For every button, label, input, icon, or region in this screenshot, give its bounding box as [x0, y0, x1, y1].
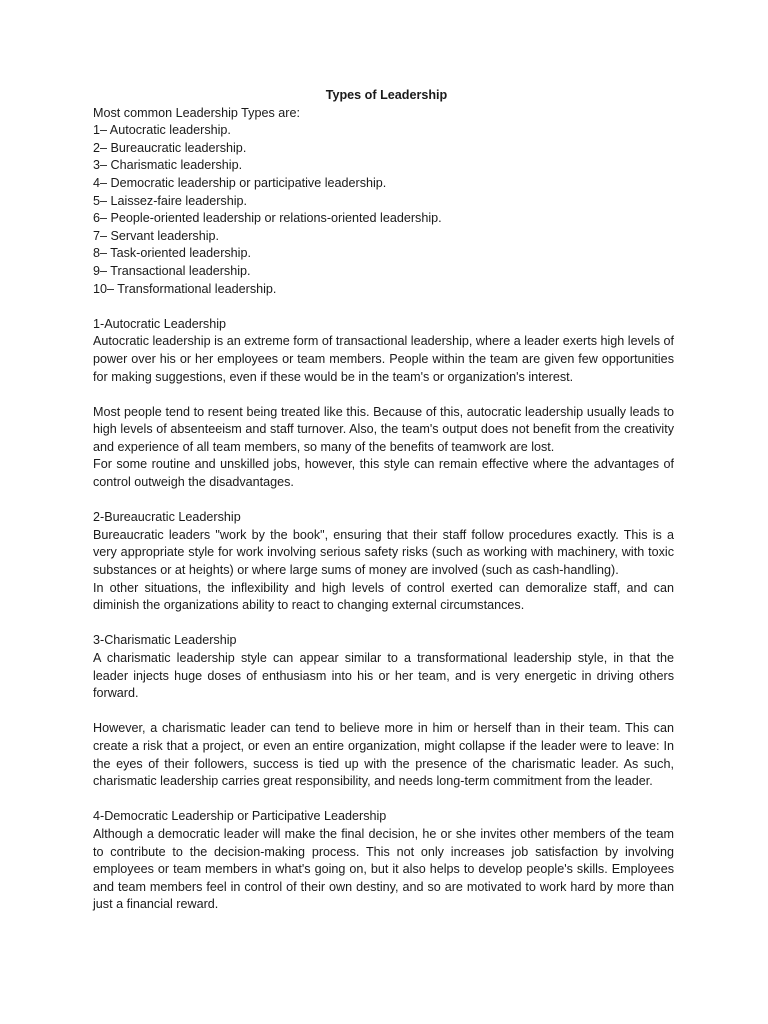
list-item: 5– Laissez-faire leadership. — [93, 193, 248, 208]
list-item: 7– Servant leadership. — [93, 228, 220, 243]
list-item: 8– Task-oriented leadership. — [93, 246, 251, 261]
section-bureaucratic — [93, 509, 674, 615]
list-item: 10– Transformational leadership. — [93, 281, 277, 296]
section-democratic — [93, 808, 674, 914]
section-paragraph: In other situations, the inflexibility and high levels of control exerted can demoralize staff, and can diminish the organizations ability to react to changing external circumstances. — [93, 580, 674, 613]
section-paragraph: For some routine and unskilled jobs, however, this style can remain effective where the advantages of control outweigh the disadvantages. — [93, 457, 674, 490]
section-heading: 4-Democratic Leadership or Participative Leadership — [93, 809, 387, 824]
section-heading: 2-Bureaucratic Leadership — [93, 510, 241, 525]
list-item: 2– Bureaucratic leadership. — [93, 140, 247, 155]
section-paragraph: Although a democratic leader will make the final decision, he or she invites other members of the team to contribute to the decision-making process. This not only increases job satisfaction by involving employees or team members in what's going on, but it also helps to develop people's skills. Employees and team members feel in control of their own destiny, and so are motivated to work hard by more than just a financial reward. — [93, 826, 674, 912]
list-item: 3– Charismatic leadership. — [93, 158, 243, 173]
section-paragraph: Most people tend to resent being treated like this. Because of this, autocratic leadership usually leads to high levels of absenteeism and staff turnover. Also, the team's output does not benefit from the creativity and experience of all team members, so many of the benefits of teamwork are lost. — [93, 404, 674, 454]
list-item: 6– People-oriented leadership or relations-oriented leadership. — [93, 211, 442, 226]
section-heading: 1-Autocratic Leadership — [93, 316, 227, 331]
document-title: Types of Leadership — [325, 88, 448, 102]
section-paragraph: However, a charismatic leader can tend to believe more in him or herself than in their team. This can create a risk that a project, or even an entire organization, might collapse if the leader were to leave: In the eyes of their followers, success is tied up with the presence of the charismatic leader. As such, charismatic leadership carries great responsibility, and needs long-term commitment from the leader. — [93, 721, 674, 789]
section-charismatic — [93, 632, 674, 790]
intro-line: Most common Leadership Types are: — [93, 105, 300, 120]
section-paragraph: Autocratic leadership is an extreme form of transactional leadership, where a leader exerts high levels of power over his or her employees or team members. People within the team are given few opportunities for making suggestions, even if these would be in the team's or organization's interest. — [93, 334, 675, 384]
section-paragraph: A charismatic leadership style can appear similar to a transformational leadership style, in that the leader injects huge doses of enthusiasm into his or her team, and is very energetic in driving others forward. — [93, 651, 674, 701]
section-paragraph: Bureaucratic leaders "work by the book", ensuring that their staff follow procedures exactly. This is a very appropriate style for work involving serious safety risks (such as working with machinery, with toxic substances or at heights) or where large sums of money are involved (such as cash-handling). — [93, 527, 674, 578]
list-item: 1– Autocratic leadership. — [93, 123, 231, 138]
section-heading: 3-Charismatic Leadership — [93, 633, 237, 648]
section-autocratic — [93, 316, 674, 492]
list-item: 9– Transactional leadership. — [93, 263, 251, 278]
list-item: 4– Democratic leadership or participative leadership. — [93, 175, 387, 190]
leadership-types-list — [93, 122, 674, 298]
